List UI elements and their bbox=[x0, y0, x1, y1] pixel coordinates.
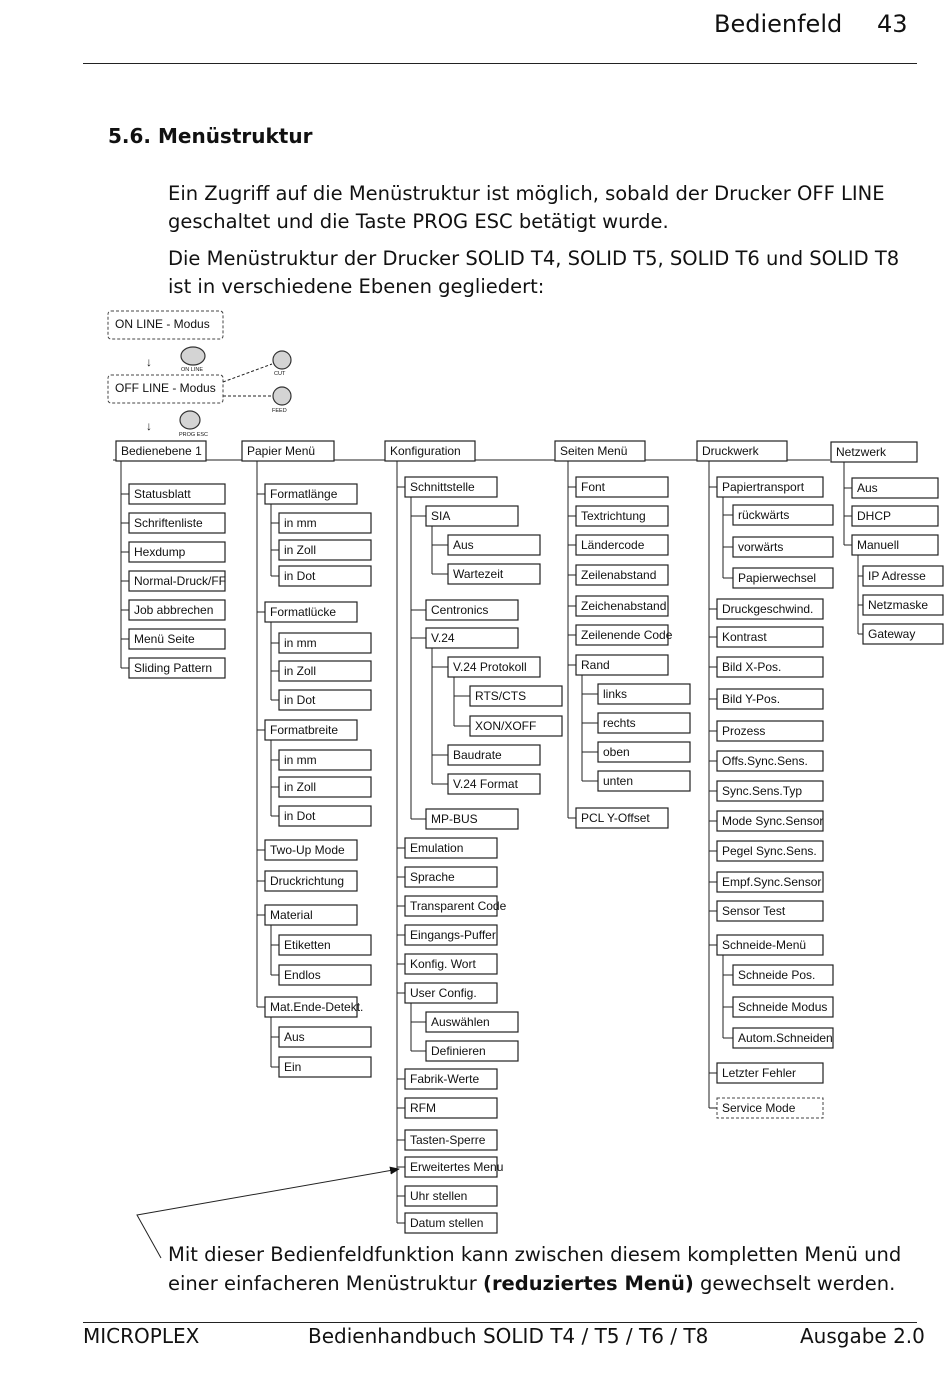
papier-item-8 bbox=[279, 690, 371, 710]
papier-item-5-label: Formatlücke bbox=[270, 605, 337, 619]
papier-item-7-label: in Zoll bbox=[284, 664, 317, 678]
konfig-item-10 bbox=[448, 745, 540, 765]
druckwerk-item-20 bbox=[717, 1063, 823, 1083]
seiten-item-10-label: oben bbox=[603, 745, 630, 759]
konfig-item-14 bbox=[405, 867, 497, 887]
papier-item-13-label: Two-Up Mode bbox=[270, 843, 345, 857]
druckwerk-item-1 bbox=[717, 477, 823, 497]
druckwerk-item-20-label: Letzter Fehler bbox=[722, 1066, 797, 1080]
konfig-item-19-label: Auswählen bbox=[431, 1015, 490, 1029]
konfig-item-1-label: Schnittstelle bbox=[410, 480, 475, 494]
konfig-item-3-label: Aus bbox=[453, 538, 474, 552]
papier-item-9-label: Formatbreite bbox=[270, 723, 339, 737]
online-mode-label: ON LINE - Modus bbox=[115, 317, 210, 331]
konfig-item-14-label: Sprache bbox=[410, 870, 455, 884]
konfig-item-7-label: V.24 Protokoll bbox=[453, 660, 527, 674]
seiten-item-12 bbox=[576, 808, 668, 828]
konfig-item-17-label: Konfig. Wort bbox=[410, 957, 476, 971]
menu-netzwerk bbox=[831, 442, 917, 462]
bedienebene-item-6-label: Menü Seite bbox=[134, 632, 195, 646]
papier-item-17 bbox=[279, 965, 371, 985]
seiten-item-7 bbox=[576, 655, 668, 675]
druckwerk-item-9 bbox=[717, 721, 823, 741]
druckwerk-item-21-label: Service Mode bbox=[722, 1101, 796, 1115]
seiten-item-1-label: Font bbox=[581, 480, 606, 494]
konfig-item-18-label: User Config. bbox=[410, 986, 477, 1000]
menu-druckwerk-label: Druckwerk bbox=[702, 444, 759, 458]
footer-center: Bedienhandbuch SOLID T4 / T5 / T6 / T8 bbox=[308, 1324, 709, 1348]
down-arrow-icon: ↓ bbox=[146, 419, 152, 433]
seiten-item-3-label: Ländercode bbox=[581, 538, 645, 552]
konfig-item-8-label: RTS/CTS bbox=[475, 689, 527, 703]
netzwerk-item-1 bbox=[852, 478, 938, 498]
druckwerk-item-16 bbox=[717, 935, 823, 955]
druckwerk-item-15-label: Sensor Test bbox=[722, 904, 786, 918]
konfig-item-7 bbox=[448, 657, 540, 677]
konfig-item-18 bbox=[405, 983, 497, 1003]
seiten-item-12-label: PCL Y-Offset bbox=[581, 811, 650, 825]
papier-item-18 bbox=[265, 997, 363, 1017]
papier-item-4-label: in Dot bbox=[284, 569, 316, 583]
bedienebene-item-4-label: Normal-Druck/FF bbox=[134, 574, 226, 588]
seiten-item-9 bbox=[598, 713, 690, 733]
papier-item-1-label: Formatlänge bbox=[270, 487, 338, 501]
seiten-item-8-label: links bbox=[603, 687, 628, 701]
seiten-item-4 bbox=[576, 565, 668, 585]
druckwerk-item-10 bbox=[717, 751, 823, 771]
bedienebene-item-5 bbox=[129, 600, 225, 620]
netzwerk-item-3-label: Manuell bbox=[857, 538, 900, 552]
druckwerk-item-13 bbox=[717, 841, 823, 861]
seiten-item-5 bbox=[576, 596, 668, 616]
druckwerk-item-5-label: Druckgeschwind. bbox=[722, 602, 814, 616]
konfig-item-23-label: Tasten-Sperre bbox=[410, 1133, 486, 1147]
druckwerk-item-4 bbox=[733, 568, 833, 588]
menu-konfig-label: Konfiguration bbox=[390, 444, 461, 458]
papier-item-13 bbox=[265, 840, 357, 860]
bedienebene-item-7 bbox=[129, 658, 225, 678]
bedienebene-item-1 bbox=[129, 484, 225, 504]
footer-left: MICROPLEX bbox=[83, 1324, 200, 1348]
papier-item-3-label: in Zoll bbox=[284, 543, 317, 557]
druckwerk-item-8-label: Bild Y-Pos. bbox=[722, 692, 781, 706]
seiten-item-7-label: Rand bbox=[581, 658, 610, 672]
svg-text:PROG ESC: PROG ESC bbox=[179, 432, 209, 438]
papier-item-16 bbox=[279, 935, 371, 955]
seiten-item-1 bbox=[576, 477, 668, 497]
intro-paragraph-1: Ein Zugriff auf die Menüstruktur ist möglich, sobald der Drucker OFF LINE geschaltet und die Taste PROG ESC betätigt wurde. bbox=[168, 182, 885, 233]
papier-item-10 bbox=[279, 750, 371, 770]
papier-item-20 bbox=[279, 1057, 371, 1077]
konfig-item-5-label: Centronics bbox=[431, 603, 489, 617]
seiten-item-10 bbox=[598, 742, 690, 762]
papier-item-19-label: Aus bbox=[284, 1030, 305, 1044]
druckwerk-item-14-label: Empf.Sync.Sensor bbox=[722, 875, 822, 889]
menu-papier bbox=[242, 441, 334, 461]
intro-paragraph-2: Die Menüstruktur der Drucker SOLID T4, SOLID T5, SOLID T6 und SOLID T8 ist in verschiedene Ebenen gegliedert: bbox=[168, 247, 900, 298]
seiten-item-3 bbox=[576, 535, 668, 555]
konfig-item-16 bbox=[405, 925, 497, 945]
druckwerk-item-6-label: Kontrast bbox=[722, 630, 767, 644]
druckwerk-item-19 bbox=[733, 1028, 833, 1048]
druckwerk-item-16-label: Schneide-Menü bbox=[722, 938, 807, 952]
druckwerk-item-17 bbox=[733, 965, 833, 985]
feed-key-icon bbox=[272, 387, 291, 414]
konfig-item-20 bbox=[426, 1041, 518, 1061]
druckwerk-item-8 bbox=[717, 689, 823, 709]
druckwerk-item-9-label: Prozess bbox=[722, 724, 766, 738]
papier-item-5 bbox=[265, 602, 357, 622]
konfig-item-12 bbox=[426, 809, 518, 829]
svg-text:CUT: CUT bbox=[274, 371, 286, 377]
seiten-item-6 bbox=[576, 625, 673, 645]
bedienebene-item-6 bbox=[129, 629, 225, 649]
svg-text:FEED: FEED bbox=[272, 408, 287, 414]
papier-item-12 bbox=[279, 806, 371, 826]
prog-esc-key-icon bbox=[179, 411, 208, 438]
menu-bedienebene-label: Bedienebene 1 bbox=[121, 444, 202, 458]
konfig-item-22-label: RFM bbox=[410, 1101, 436, 1115]
konfig-item-23 bbox=[405, 1130, 497, 1150]
seiten-item-8 bbox=[598, 684, 690, 704]
druckwerk-item-13-label: Pegel Sync.Sens. bbox=[722, 844, 817, 858]
netzwerk-item-2 bbox=[852, 506, 938, 526]
konfig-item-22 bbox=[405, 1098, 497, 1118]
druckwerk-item-2 bbox=[733, 505, 833, 525]
konfig-item-25 bbox=[405, 1186, 497, 1206]
druckwerk-item-12 bbox=[717, 811, 823, 831]
papier-item-15-label: Material bbox=[270, 908, 313, 922]
konfig-item-13 bbox=[405, 838, 497, 858]
konfig-item-15 bbox=[405, 896, 507, 916]
netzwerk-item-5-label: Netzmaske bbox=[868, 598, 929, 612]
page-number: 43 bbox=[877, 10, 908, 38]
menu-seiten bbox=[555, 441, 645, 461]
druckwerk-item-5 bbox=[717, 599, 823, 619]
papier-item-14 bbox=[265, 871, 357, 891]
konfig-item-11 bbox=[448, 774, 540, 794]
konfig-item-2-label: SIA bbox=[431, 509, 451, 523]
druckwerk-item-17-label: Schneide Pos. bbox=[738, 968, 816, 982]
druckwerk-item-11 bbox=[717, 781, 823, 801]
druckwerk-item-10-label: Offs.Sync.Sens. bbox=[722, 754, 808, 768]
druckwerk-item-7 bbox=[717, 657, 823, 677]
papier-item-9 bbox=[265, 720, 357, 740]
konfig-item-9 bbox=[470, 716, 562, 736]
konfig-item-17 bbox=[405, 954, 497, 974]
druckwerk-item-1-label: Papiertransport bbox=[722, 480, 805, 494]
netzwerk-item-5 bbox=[863, 595, 943, 615]
druckwerk-item-2-label: rückwärts bbox=[738, 508, 790, 522]
header-title: Bedienfeld bbox=[714, 10, 843, 38]
papier-item-7 bbox=[279, 661, 371, 681]
konfig-item-21-label: Fabrik-Werte bbox=[410, 1072, 480, 1086]
konfig-item-4 bbox=[448, 564, 540, 584]
svg-text:ON LINE: ON LINE bbox=[181, 367, 204, 373]
papier-item-8-label: in Dot bbox=[284, 693, 316, 707]
menu-bedienebene bbox=[116, 441, 206, 461]
druckwerk-item-4-label: Papierwechsel bbox=[738, 571, 817, 585]
netzwerk-item-3 bbox=[852, 535, 938, 555]
konfig-item-8 bbox=[470, 686, 562, 706]
menu-druckwerk bbox=[697, 441, 787, 461]
seiten-item-4-label: Zeilenabstand bbox=[581, 568, 657, 582]
seiten-item-9-label: rechts bbox=[603, 716, 636, 730]
papier-item-10-label: in mm bbox=[284, 753, 317, 767]
druckwerk-item-3-label: vorwärts bbox=[738, 540, 784, 554]
druckwerk-item-12-label: Mode Sync.Sensor bbox=[722, 814, 824, 828]
konfig-item-26-label: Datum stellen bbox=[410, 1216, 484, 1230]
netzwerk-item-1-label: Aus bbox=[857, 481, 878, 495]
papier-item-14-label: Druckrichtung bbox=[270, 874, 345, 888]
netzwerk-item-6-label: Gateway bbox=[868, 627, 916, 641]
konfig-item-24-label: Erweitertes Menu bbox=[410, 1160, 504, 1174]
menu-papier-label: Papier Menü bbox=[247, 444, 316, 458]
konfig-item-2 bbox=[426, 506, 518, 526]
papier-item-4 bbox=[279, 566, 371, 586]
konfig-item-6-label: V.24 bbox=[431, 631, 455, 645]
druckwerk-item-14 bbox=[717, 872, 823, 892]
bedienebene-item-3 bbox=[129, 542, 225, 562]
druckwerk-item-6 bbox=[717, 627, 823, 647]
cut-key-icon bbox=[273, 351, 291, 377]
papier-item-16-label: Etiketten bbox=[284, 938, 331, 952]
online-mode-node bbox=[108, 311, 223, 339]
seiten-item-11-label: unten bbox=[603, 774, 634, 788]
konfig-item-26 bbox=[405, 1213, 497, 1233]
footer-right: Ausgabe 2.0 bbox=[800, 1324, 925, 1348]
konfig-item-9-label: XON/XOFF bbox=[475, 719, 537, 733]
druckwerk-item-7-label: Bild X-Pos. bbox=[722, 660, 782, 674]
bedienebene-item-2 bbox=[129, 513, 225, 533]
konfig-item-24 bbox=[405, 1157, 503, 1177]
konfig-item-20-label: Definieren bbox=[431, 1044, 486, 1058]
konfig-item-21 bbox=[405, 1069, 497, 1089]
menu-toggle-note: Mit dieser Bedienfeldfunktion kann zwischen diesem kompletten Menü und einer einfacheren Menüstruktur (reduziertes Menü) gewechselt werden. bbox=[168, 1243, 902, 1295]
konfig-item-15-label: Transparent Code bbox=[410, 899, 507, 913]
papier-item-15 bbox=[265, 905, 357, 925]
druckwerk-item-11-label: Sync.Sens.Typ bbox=[722, 784, 803, 798]
papier-item-2-label: in mm bbox=[284, 516, 317, 530]
konfig-item-6 bbox=[426, 628, 518, 648]
druckwerk-item-18 bbox=[733, 997, 833, 1017]
konfig-item-1 bbox=[405, 477, 497, 497]
druckwerk-item-21 bbox=[717, 1098, 823, 1118]
papier-item-17-label: Endlos bbox=[284, 968, 321, 982]
papier-item-18-label: Mat.Ende-Detekt. bbox=[270, 1000, 364, 1014]
netzwerk-item-2-label: DHCP bbox=[857, 509, 892, 523]
down-arrow-icon: ↓ bbox=[146, 355, 152, 369]
konfig-item-25-label: Uhr stellen bbox=[410, 1189, 468, 1203]
konfig-item-5 bbox=[426, 600, 518, 620]
papier-item-12-label: in Dot bbox=[284, 809, 316, 823]
netzwerk-item-4-label: IP Adresse bbox=[868, 569, 926, 583]
menu-netzwerk-label: Netzwerk bbox=[836, 445, 887, 459]
konfig-item-16-label: Eingangs-Puffer bbox=[410, 928, 496, 942]
bedienebene-item-7-label: Sliding Pattern bbox=[134, 661, 213, 675]
konfig-item-19 bbox=[426, 1012, 518, 1032]
papier-item-11-label: in Zoll bbox=[284, 780, 317, 794]
papier-item-6-label: in mm bbox=[284, 636, 317, 650]
section-heading: 5.6. Menüstruktur bbox=[108, 124, 313, 148]
papier-item-1 bbox=[265, 484, 357, 504]
druckwerk-item-18-label: Schneide Modus bbox=[738, 1000, 828, 1014]
druckwerk-item-19-label: Autom.Schneiden bbox=[738, 1031, 833, 1045]
konfig-item-4-label: Wartezeit bbox=[453, 567, 504, 581]
offline-mode-label: OFF LINE - Modus bbox=[115, 381, 216, 395]
offline-mode-node bbox=[108, 375, 223, 403]
netzwerk-item-6 bbox=[863, 624, 943, 644]
papier-item-3 bbox=[279, 540, 371, 560]
bedienebene-item-3-label: Hexdump bbox=[134, 545, 186, 559]
menu-konfig bbox=[385, 441, 475, 461]
papier-item-11 bbox=[279, 777, 371, 797]
druckwerk-item-3 bbox=[733, 537, 833, 557]
konfig-item-10-label: Baudrate bbox=[453, 748, 502, 762]
konfig-item-12-label: MP-BUS bbox=[431, 812, 478, 826]
seiten-item-5-label: Zeichenabstand bbox=[581, 599, 667, 613]
seiten-item-2 bbox=[576, 506, 668, 526]
papier-item-6 bbox=[279, 633, 371, 653]
footer-rule bbox=[83, 1322, 917, 1323]
bedienebene-item-2-label: Schriftenliste bbox=[134, 516, 203, 530]
papier-item-2 bbox=[279, 513, 371, 533]
konfig-item-13-label: Emulation bbox=[410, 841, 464, 855]
konfig-item-3 bbox=[448, 535, 540, 555]
online-key-icon bbox=[181, 347, 205, 373]
bedienebene-item-1-label: Statusblatt bbox=[134, 487, 191, 501]
bedienebene-item-5-label: Job abbrechen bbox=[134, 603, 214, 617]
netzwerk-item-4 bbox=[863, 566, 943, 586]
menu-seiten-label: Seiten Menü bbox=[560, 444, 628, 458]
seiten-item-11 bbox=[598, 771, 690, 791]
papier-item-19 bbox=[279, 1027, 371, 1047]
bedienebene-item-4 bbox=[129, 571, 226, 591]
druckwerk-item-15 bbox=[717, 901, 823, 921]
papier-item-20-label: Ein bbox=[284, 1060, 302, 1074]
seiten-item-6-label: Zeilenende Code bbox=[581, 628, 673, 642]
seiten-item-2-label: Textrichtung bbox=[581, 509, 646, 523]
konfig-item-11-label: V.24 Format bbox=[453, 777, 518, 791]
